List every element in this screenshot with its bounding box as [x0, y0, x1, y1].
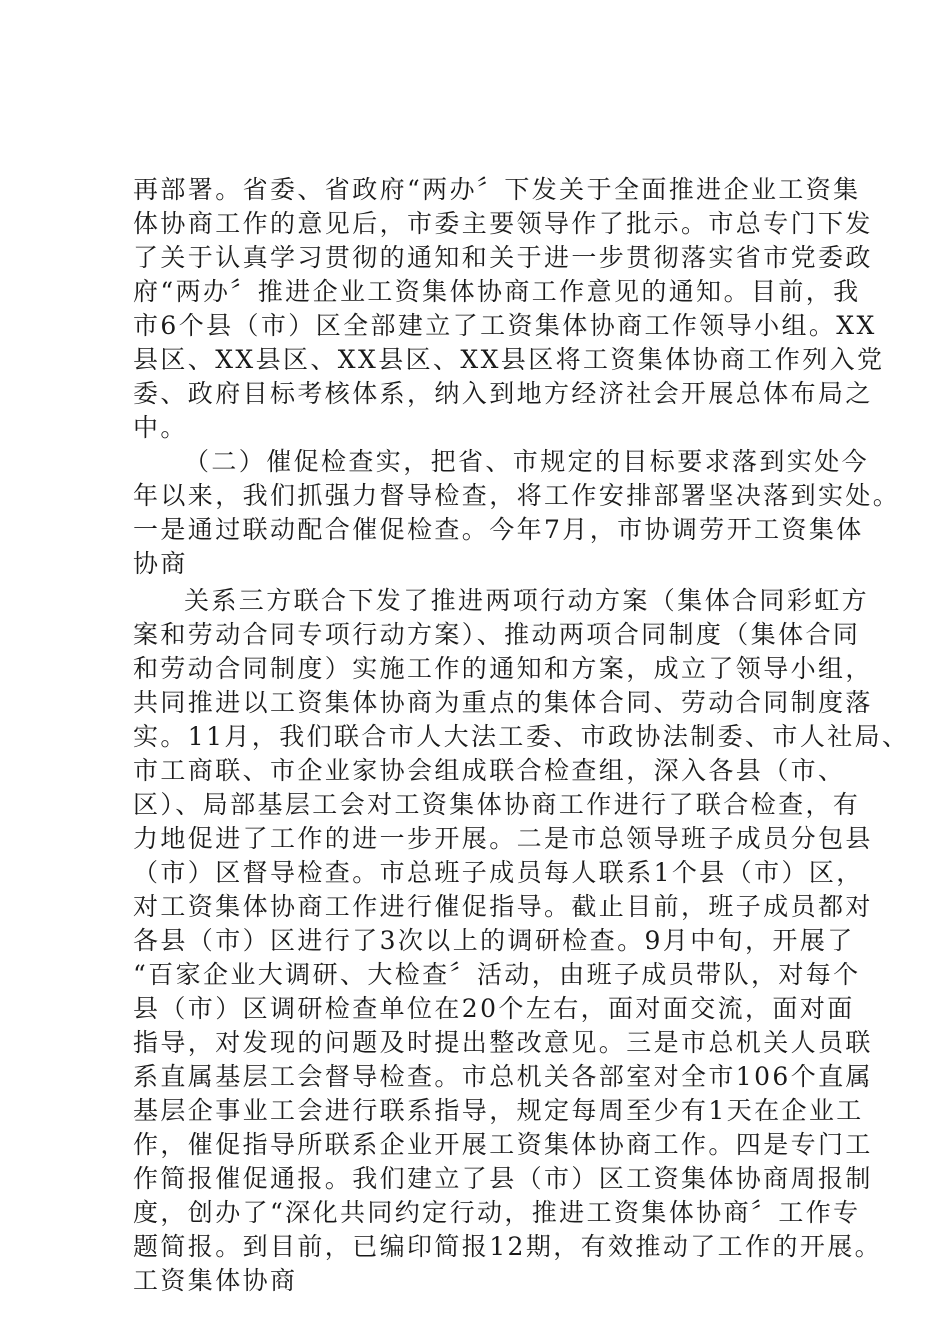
- text-line: “百家企业大调研、大检查〞活动，由班子成员带队，对每个: [133, 960, 861, 989]
- text-line: 和劳动合同制度）实施工作的通知和方案，成立了领导小组，: [133, 654, 873, 683]
- text-line: 度，创办了“深化共同约定行动，推进工资集体协商〞工作专: [133, 1198, 861, 1227]
- text-line: 中。: [133, 413, 188, 442]
- text-line: 府“两办〞推进企业工资集体协商工作意见的通知。目前，我: [133, 277, 861, 306]
- text-line: 各县（市）区进行了3次以上的调研检查。9月中旬，开展了: [133, 926, 855, 955]
- text-line: 指导，对发现的问题及时提出整改意见。三是市总机关人员联: [133, 1028, 873, 1057]
- text-line: 共同推进以工资集体协商为重点的集体合同、劳动合同制度落: [133, 688, 873, 717]
- text-line: 再部署。省委、省政府“两办〞下发关于全面推进企业工资集: [133, 175, 861, 204]
- text-line: （市）区督导检查。市总班子成员每人联系1个县（市）区，: [133, 858, 864, 887]
- text-line: 体协商工作的意见后，市委主要领导作了批示。市总专门下发: [133, 209, 873, 238]
- text-line: 年以来，我们抓强力督导检查，将工作安排部署坚决落到实处。: [133, 481, 901, 510]
- text-line: 对工资集体协商工作进行催促指导。截止目前，班子成员都对: [133, 892, 873, 921]
- text-line: 实。11月，我们联合市人大法工委、市政协法制委、市人社局、: [133, 722, 910, 751]
- text-line: 了关于认真学习贯彻的通知和关于进一步贯彻落实省市党委政: [133, 243, 873, 272]
- text-line: （二）催促检查实，把省、市规定的目标要求落到实处今: [184, 447, 870, 476]
- text-line: 区）、局部基层工会对工资集体协商工作进行了联合检查，有: [133, 790, 861, 819]
- text-line: 案和劳动合同专项行动方案）、推动两项合同制度（集体合同: [133, 620, 861, 649]
- text-line: 力地促进了工作的进一步开展。二是市总领导班子成员分包县: [133, 824, 873, 853]
- text-line: 工资集体协商: [133, 1266, 298, 1295]
- text-line: 关系三方联合下发了推进两项行动方案（集体合同彩虹方: [184, 586, 870, 615]
- text-line: 县区、XX县区、XX县区、XX县区将工资集体协商工作列入党: [133, 345, 885, 374]
- text-line: 委、政府目标考核体系，纳入到地方经济社会开展总体布局之: [133, 379, 873, 408]
- text-line: 作，催促指导所联系企业开展工资集体协商工作。四是专门工: [133, 1130, 873, 1159]
- text-line: 一是通过联动配合催促检查。今年7月，市协调劳开工资集体: [133, 515, 864, 544]
- text-line: 基层企事业工会进行联系指导，规定每周至少有1天在企业工: [133, 1096, 864, 1125]
- text-line: 协商: [133, 549, 188, 578]
- text-line: 市6个县（市）区全部建立了工资集体协商工作领导小组。XX: [133, 311, 877, 340]
- text-line: 市工商联、市企业家协会组成联合检查组，深入各县（市、: [133, 756, 846, 785]
- text-line: 系直属基层工会督导检查。市总机关各部室对全市106个直属: [133, 1062, 873, 1091]
- text-line: 县（市）区调研检查单位在20个左右，面对面交流，面对面: [133, 994, 855, 1023]
- text-line: 作简报催促通报。我们建立了县（市）区工资集体协商周报制: [133, 1164, 873, 1193]
- text-line: 题简报。到目前，已编印简报12期，有效推动了工作的开展。: [133, 1232, 883, 1261]
